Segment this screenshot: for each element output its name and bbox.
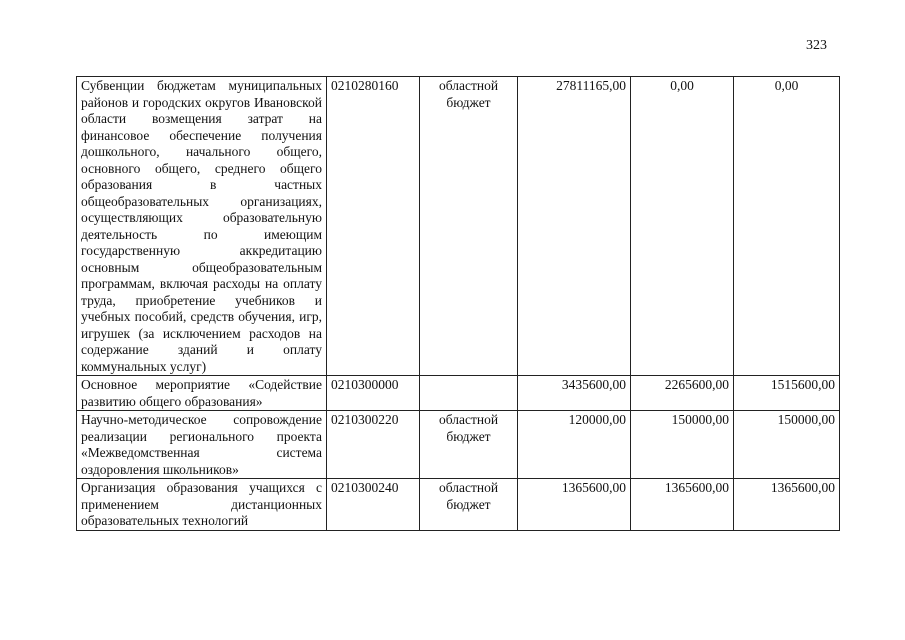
row-year1-cell: 27811165,00	[518, 77, 631, 376]
row-year3-cell: 150000,00	[734, 411, 840, 479]
table-row	[77, 376, 840, 411]
row-year1-cell: 120000,00	[518, 411, 631, 479]
row-source-cell	[420, 376, 518, 411]
row-name-cell: Субвенции бюджетам муниципальных районов и городских округов Ивановской области возмещения затрат на финансовое обеспечение получения дошкольного, начального общего, основного общего, среднего общего образования в частных общеобразовательных организациях, осуществляющих образовательную деятельность по имеющим государственную аккредитацию основным общеобразовательным программам, включая расходы на оплату труда, приобретение учебников и учебных пособий, средств обучения, игр, игрушек (за исключением расходов на содержание зданий и оплату коммунальных услуг)	[77, 77, 327, 376]
row-source-cell: областной бюджет	[420, 479, 518, 531]
row-name-cell: Научно-методическое сопровождение реализации регионального проекта «Межведомственная система оздоровления школьников»	[77, 411, 327, 479]
budget-table	[76, 76, 840, 531]
row-year2-cell: 2265600,00	[631, 376, 734, 411]
page-number: 323	[806, 38, 827, 53]
row-name-cell: Основное мероприятие «Содействие развитию общего образования»	[77, 376, 327, 411]
table-row	[77, 77, 840, 376]
row-source-cell: областной бюджет	[420, 411, 518, 479]
row-name-cell: Организация образования учащихся с применением дистанционных образовательных технологий	[77, 479, 327, 531]
row-year3-cell: 1515600,00	[734, 376, 840, 411]
row-year3-cell: 1365600,00	[734, 479, 840, 531]
row-code-cell: 0210300000	[327, 376, 420, 411]
row-year3-cell: 0,00	[734, 77, 840, 376]
row-year2-cell: 1365600,00	[631, 479, 734, 531]
row-year2-cell: 0,00	[631, 77, 734, 376]
row-code-cell: 0210300220	[327, 411, 420, 479]
row-code-cell: 0210280160	[327, 77, 420, 376]
row-code-cell: 0210300240	[327, 479, 420, 531]
table-row	[77, 411, 840, 479]
row-source-cell: областной бюджет	[420, 77, 518, 376]
row-year2-cell: 150000,00	[631, 411, 734, 479]
table-row	[77, 479, 840, 531]
row-year1-cell: 3435600,00	[518, 376, 631, 411]
row-year1-cell: 1365600,00	[518, 479, 631, 531]
